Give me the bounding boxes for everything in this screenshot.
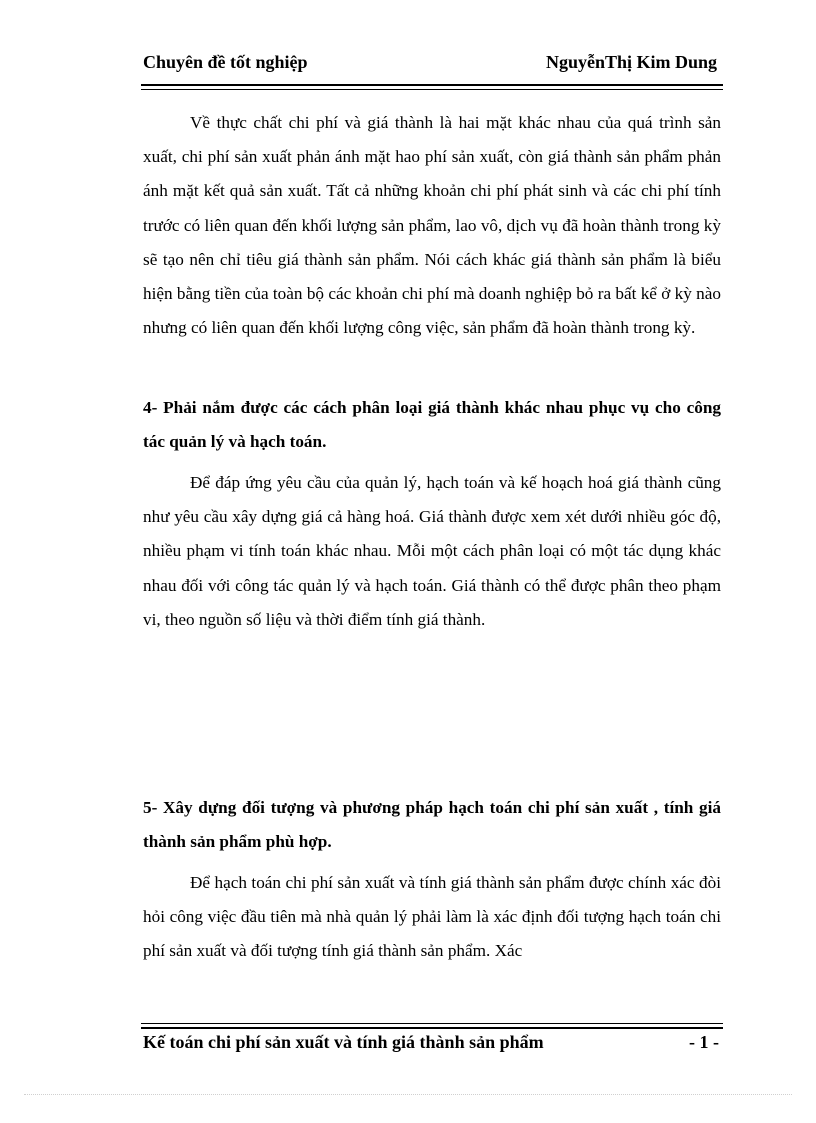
section-heading-4: 4- Phải nắm được các cách phân loại giá thành khác nhau phục vụ cho công tác quản lý và hạch toán. bbox=[143, 398, 721, 452]
paragraph-accounting-object: Để hạch toán chi phí sản xuất và tính giá thành sản phẩm được chính xác đòi hỏi công việc đầu tiên mà nhà quản lý phải làm là xác định đối tượng hạch toán chi phí sản xuất và đối tượng tính giá thành sản phẩm. Xác bbox=[143, 873, 721, 961]
header-rule bbox=[141, 84, 723, 90]
footer-rule bbox=[141, 1023, 723, 1029]
page-footer bbox=[143, 1032, 721, 1058]
page-edge-divider bbox=[24, 1094, 792, 1095]
footer-title: Kế toán chi phí sản xuất và tính giá thành sản phẩm bbox=[143, 1032, 544, 1052]
page-header bbox=[143, 52, 723, 78]
paragraph-cost-vs-price: Về thực chất chi phí và giá thành là hai mặt khác nhau của quá trình sản xuất, chi phí sản xuất phản ánh mặt hao phí sản xuất, còn giá thành sản phẩm phản ánh mặt kết quả sản xuất. Tất cả những khoản chi phí phát sinh và các chi phí tính trước có liên quan đến khối lượng sản phẩm, lao vô, dịch vụ đã hoàn thành trong kỳ sẽ tạo nên chỉ tiêu giá thành sản phẩm. Nói cách khác giá thành sản phẩm là biểu hiện bằng tiền của toàn bộ các khoản chi phí mà doanh nghiệp bỏ ra bất kể ở kỳ nào nhưng có liên quan đến khối lượng công việc, sản phẩm đã hoàn thành trong kỳ. bbox=[143, 113, 721, 338]
section-heading-5: 5- Xây dựng đối tượng và phương pháp hạch toán chi phí sản xuất , tính giá thành sản phẩm phù hợp. bbox=[143, 798, 721, 852]
page-number: - 1 - bbox=[689, 1032, 719, 1052]
header-title: Chuyên đề tốt nghiệp bbox=[143, 52, 308, 72]
header-author: NguyễnThị Kim Dung bbox=[545, 52, 717, 72]
paragraph-price-classification: Để đáp ứng yêu cầu của quản lý, hạch toán và kế hoạch hoá giá thành cũng như yêu cầu xây dựng giá cả hàng hoá. Giá thành được xem xét dưới nhiều góc độ, nhiều phạm vi tính toán khác nhau. Mỗi một cách phân loại có một tác dụng khác nhau đối với công tác quản lý và hạch toán. Giá thành có thể được phân theo phạm vi, theo nguồn số liệu và thời điểm tính giá thành. bbox=[143, 473, 721, 629]
